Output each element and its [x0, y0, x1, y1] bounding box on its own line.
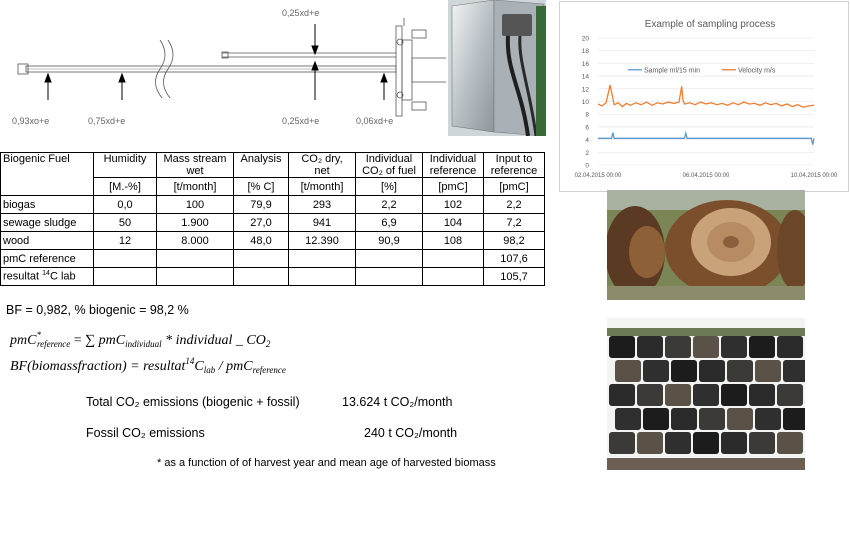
- unit-cell: [%]: [356, 178, 423, 196]
- header-mass: Mass stream wet: [157, 153, 234, 178]
- series-line-velocity: [598, 85, 814, 107]
- header-input-reference: Input to reference: [484, 153, 545, 178]
- table-cell: biogas: [1, 196, 94, 214]
- table-cell: 12.390: [289, 232, 356, 250]
- table-cell: 105,7: [484, 268, 545, 286]
- table-cell: 8.000: [157, 232, 234, 250]
- chart-canvas: [560, 2, 848, 191]
- header-individual-reference: Individual reference: [423, 153, 484, 178]
- sampler-box-photo: [448, 0, 546, 136]
- chart-title: Example of sampling process: [644, 19, 776, 30]
- y-tick-label: 20: [581, 35, 589, 43]
- table-cell: 98,2: [484, 232, 545, 250]
- formula-biomass-fraction: BF(biomassfraction) = $resultat^{14}C_{lab} / pmC_{reference}$: [10, 356, 286, 375]
- sampling-chart: [559, 1, 849, 192]
- biomass-fraction-result: BF = 0,982, % biogenic = 98,2 %: [6, 303, 189, 317]
- table-cell: 27,0: [234, 214, 289, 232]
- unit-cell: [pmC]: [484, 178, 545, 196]
- y-tick-label: 2: [585, 149, 589, 157]
- table-cell: 108: [423, 232, 484, 250]
- table-cell: 12: [94, 232, 157, 250]
- header-humidity: Humidity: [94, 153, 157, 178]
- wood-logs-photo: [607, 190, 805, 300]
- table-row-resultat: [1, 268, 545, 286]
- unit-cell: [pmC]: [423, 178, 484, 196]
- table-header-row: [1, 153, 545, 178]
- table-cell: 2,2: [356, 196, 423, 214]
- unit-cell: [t/month]: [289, 178, 356, 196]
- table-row: [1, 214, 545, 232]
- fossil-emissions-label: Fossil CO₂ emissions: [86, 426, 205, 440]
- y-tick-label: 6: [585, 124, 589, 132]
- y-tick-label: 0: [585, 162, 589, 170]
- total-emissions-label: Total CO₂ emissions (biogenic + fossil): [86, 395, 300, 409]
- table-cell: 104: [423, 214, 484, 232]
- y-tick-label: 18: [581, 48, 589, 56]
- header-co2: CO₂ dry, net: [289, 153, 356, 178]
- y-tick-label: 4: [585, 137, 589, 145]
- table-cell: 48,0: [234, 232, 289, 250]
- table-cell: 107,6: [484, 250, 545, 268]
- dim-label-c: 0,25xd+e: [282, 116, 320, 126]
- y-tick-label: 14: [581, 73, 589, 81]
- series-line-sample: [598, 133, 814, 145]
- total-emissions-value: 13.624 t CO₂/month: [342, 395, 453, 409]
- table-row: [1, 232, 545, 250]
- table-cell: 90,9: [356, 232, 423, 250]
- table-cell: 79,9: [234, 196, 289, 214]
- table-cell: pmC reference: [1, 250, 94, 268]
- dim-label-a: 0,93xo+e: [12, 116, 50, 126]
- table-cell: sewage sludge: [1, 214, 94, 232]
- table-cell: 941: [289, 214, 356, 232]
- dim-label-b: 0,75xd+e: [88, 116, 126, 126]
- probe-drawing: [0, 0, 446, 140]
- fossil-emissions-value: 240 t CO₂/month: [364, 426, 458, 440]
- table-cell: wood: [1, 232, 94, 250]
- table-cell: 50: [94, 214, 157, 232]
- table-cell: resultat $^{14}$C lab: [1, 268, 94, 286]
- table-row: [1, 196, 545, 214]
- table-cell: 0,0: [94, 196, 157, 214]
- unit-cell: [t/month]: [157, 178, 234, 196]
- legend-label: Sample ml/15 min: [644, 67, 701, 75]
- formula-pmc-reference: pmC*$_{reference}$ = ∑ pmC$_{individual}$ * individual _ $CO_2$: [10, 330, 271, 349]
- table-cell: 100: [157, 196, 234, 214]
- table-cell: 6,9: [356, 214, 423, 232]
- waste-bales-photo: [607, 318, 805, 470]
- x-tick-label: 06.04.2015 00:00: [682, 173, 730, 179]
- dim-label-d: 0,06xd+e: [356, 116, 394, 126]
- table-cell: 102: [423, 196, 484, 214]
- unit-cell: [M.-%]: [94, 178, 157, 196]
- legend-label: Velocity m/s: [738, 67, 776, 75]
- header-individual-co2: Individual CO₂ of fuel: [356, 153, 423, 178]
- dim-label-top: 0,25xd+e: [282, 8, 320, 18]
- table-cell: 7,2: [484, 214, 545, 232]
- y-tick-label: 16: [581, 60, 589, 68]
- y-tick-label: 12: [581, 86, 589, 94]
- header-analysis: Analysis: [234, 153, 289, 178]
- table-cell: 1.900: [157, 214, 234, 232]
- y-tick-label: 10: [581, 99, 589, 106]
- footnote: * as a function of of harvest year and mean age of harvested biomass: [157, 457, 496, 469]
- table-row-pmc-reference: [1, 250, 545, 268]
- x-tick-label: 10.04.2015 00:00: [790, 173, 838, 179]
- biogenic-fuel-table: [0, 152, 545, 286]
- x-tick-label: 02.04.2015 00:00: [574, 173, 622, 179]
- table-cell: 293: [289, 196, 356, 214]
- y-tick-label: 8: [585, 111, 589, 119]
- table-cell: 2,2: [484, 196, 545, 214]
- header-fuel: Biogenic Fuel: [1, 153, 94, 196]
- unit-cell: [% C]: [234, 178, 289, 196]
